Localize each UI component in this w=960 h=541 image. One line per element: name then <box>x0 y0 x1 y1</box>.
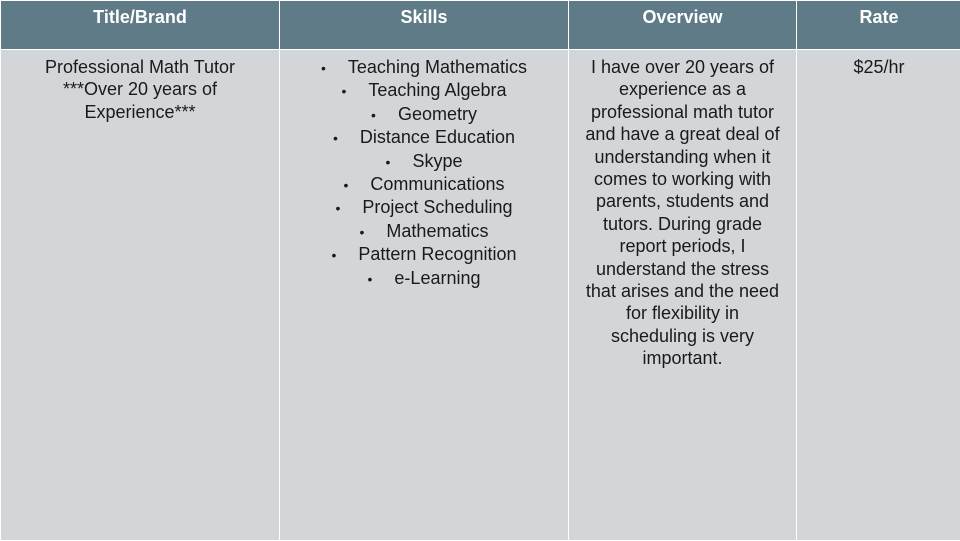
skill-label: Pattern Recognition <box>358 244 516 264</box>
skill-item <box>280 79 568 102</box>
overview-line: comes to working with <box>579 168 786 190</box>
rate-value: $25/hr <box>797 56 960 78</box>
skill-label: Geometry <box>398 104 477 124</box>
overview-line: and have a great deal of <box>579 123 786 145</box>
overview-line: tutors. During grade <box>579 213 786 235</box>
bullet-icon: • <box>371 104 376 126</box>
title-line: Professional Math Tutor <box>13 56 267 78</box>
overview-line: for flexibility in <box>579 302 786 324</box>
title-line: ***Over 20 years of <box>13 78 267 100</box>
bullet-icon: • <box>341 80 346 102</box>
skills-cell <box>280 50 569 541</box>
skill-label: Project Scheduling <box>362 197 512 217</box>
overview-line: report periods, I <box>579 235 786 257</box>
overview-line: important. <box>579 347 786 369</box>
overview-line: experience as a <box>579 78 786 100</box>
header-title-brand: Title/Brand <box>1 1 280 50</box>
skill-label: Teaching Algebra <box>368 80 506 100</box>
skill-label: Communications <box>370 174 504 194</box>
header-rate: Rate <box>797 1 960 50</box>
bullet-icon: • <box>331 244 336 266</box>
skill-item <box>280 56 568 79</box>
bullet-icon: • <box>333 127 338 149</box>
skill-item <box>280 220 568 243</box>
skill-item <box>280 150 568 173</box>
overview-line: I have over 20 years of <box>579 56 786 78</box>
skill-item <box>280 173 568 196</box>
table-row <box>1 50 960 541</box>
overview-text <box>569 56 796 370</box>
skill-label: Teaching Mathematics <box>348 57 527 77</box>
header-row <box>1 1 960 50</box>
skill-label: Distance Education <box>360 127 515 147</box>
bullet-icon: • <box>360 221 365 243</box>
header-skills: Skills <box>280 1 569 50</box>
overview-line: parents, students and <box>579 190 786 212</box>
skill-label: e-Learning <box>394 268 480 288</box>
title-line: Experience*** <box>13 101 267 123</box>
bullet-icon: • <box>321 57 326 79</box>
overview-line: understanding when it <box>579 146 786 168</box>
overview-line: understand the stress <box>579 258 786 280</box>
overview-line: scheduling is very <box>579 325 786 347</box>
header-overview: Overview <box>569 1 797 50</box>
skill-item <box>280 196 568 219</box>
overview-cell <box>569 50 797 541</box>
skill-label: Mathematics <box>386 221 488 241</box>
skill-item <box>280 267 568 290</box>
skill-item <box>280 103 568 126</box>
bullet-icon: • <box>368 268 373 290</box>
skill-label: Skype <box>412 151 462 171</box>
title-brand-cell <box>1 50 280 541</box>
bullet-icon: • <box>344 174 349 196</box>
skill-item <box>280 126 568 149</box>
bullet-icon: • <box>336 197 341 219</box>
bullet-icon: • <box>386 151 391 173</box>
overview-line: that arises and the need <box>579 280 786 302</box>
rate-cell <box>797 50 960 541</box>
title-brand-text <box>1 56 279 123</box>
skills-list <box>280 56 568 290</box>
overview-line: professional math tutor <box>579 101 786 123</box>
skill-item <box>280 243 568 266</box>
